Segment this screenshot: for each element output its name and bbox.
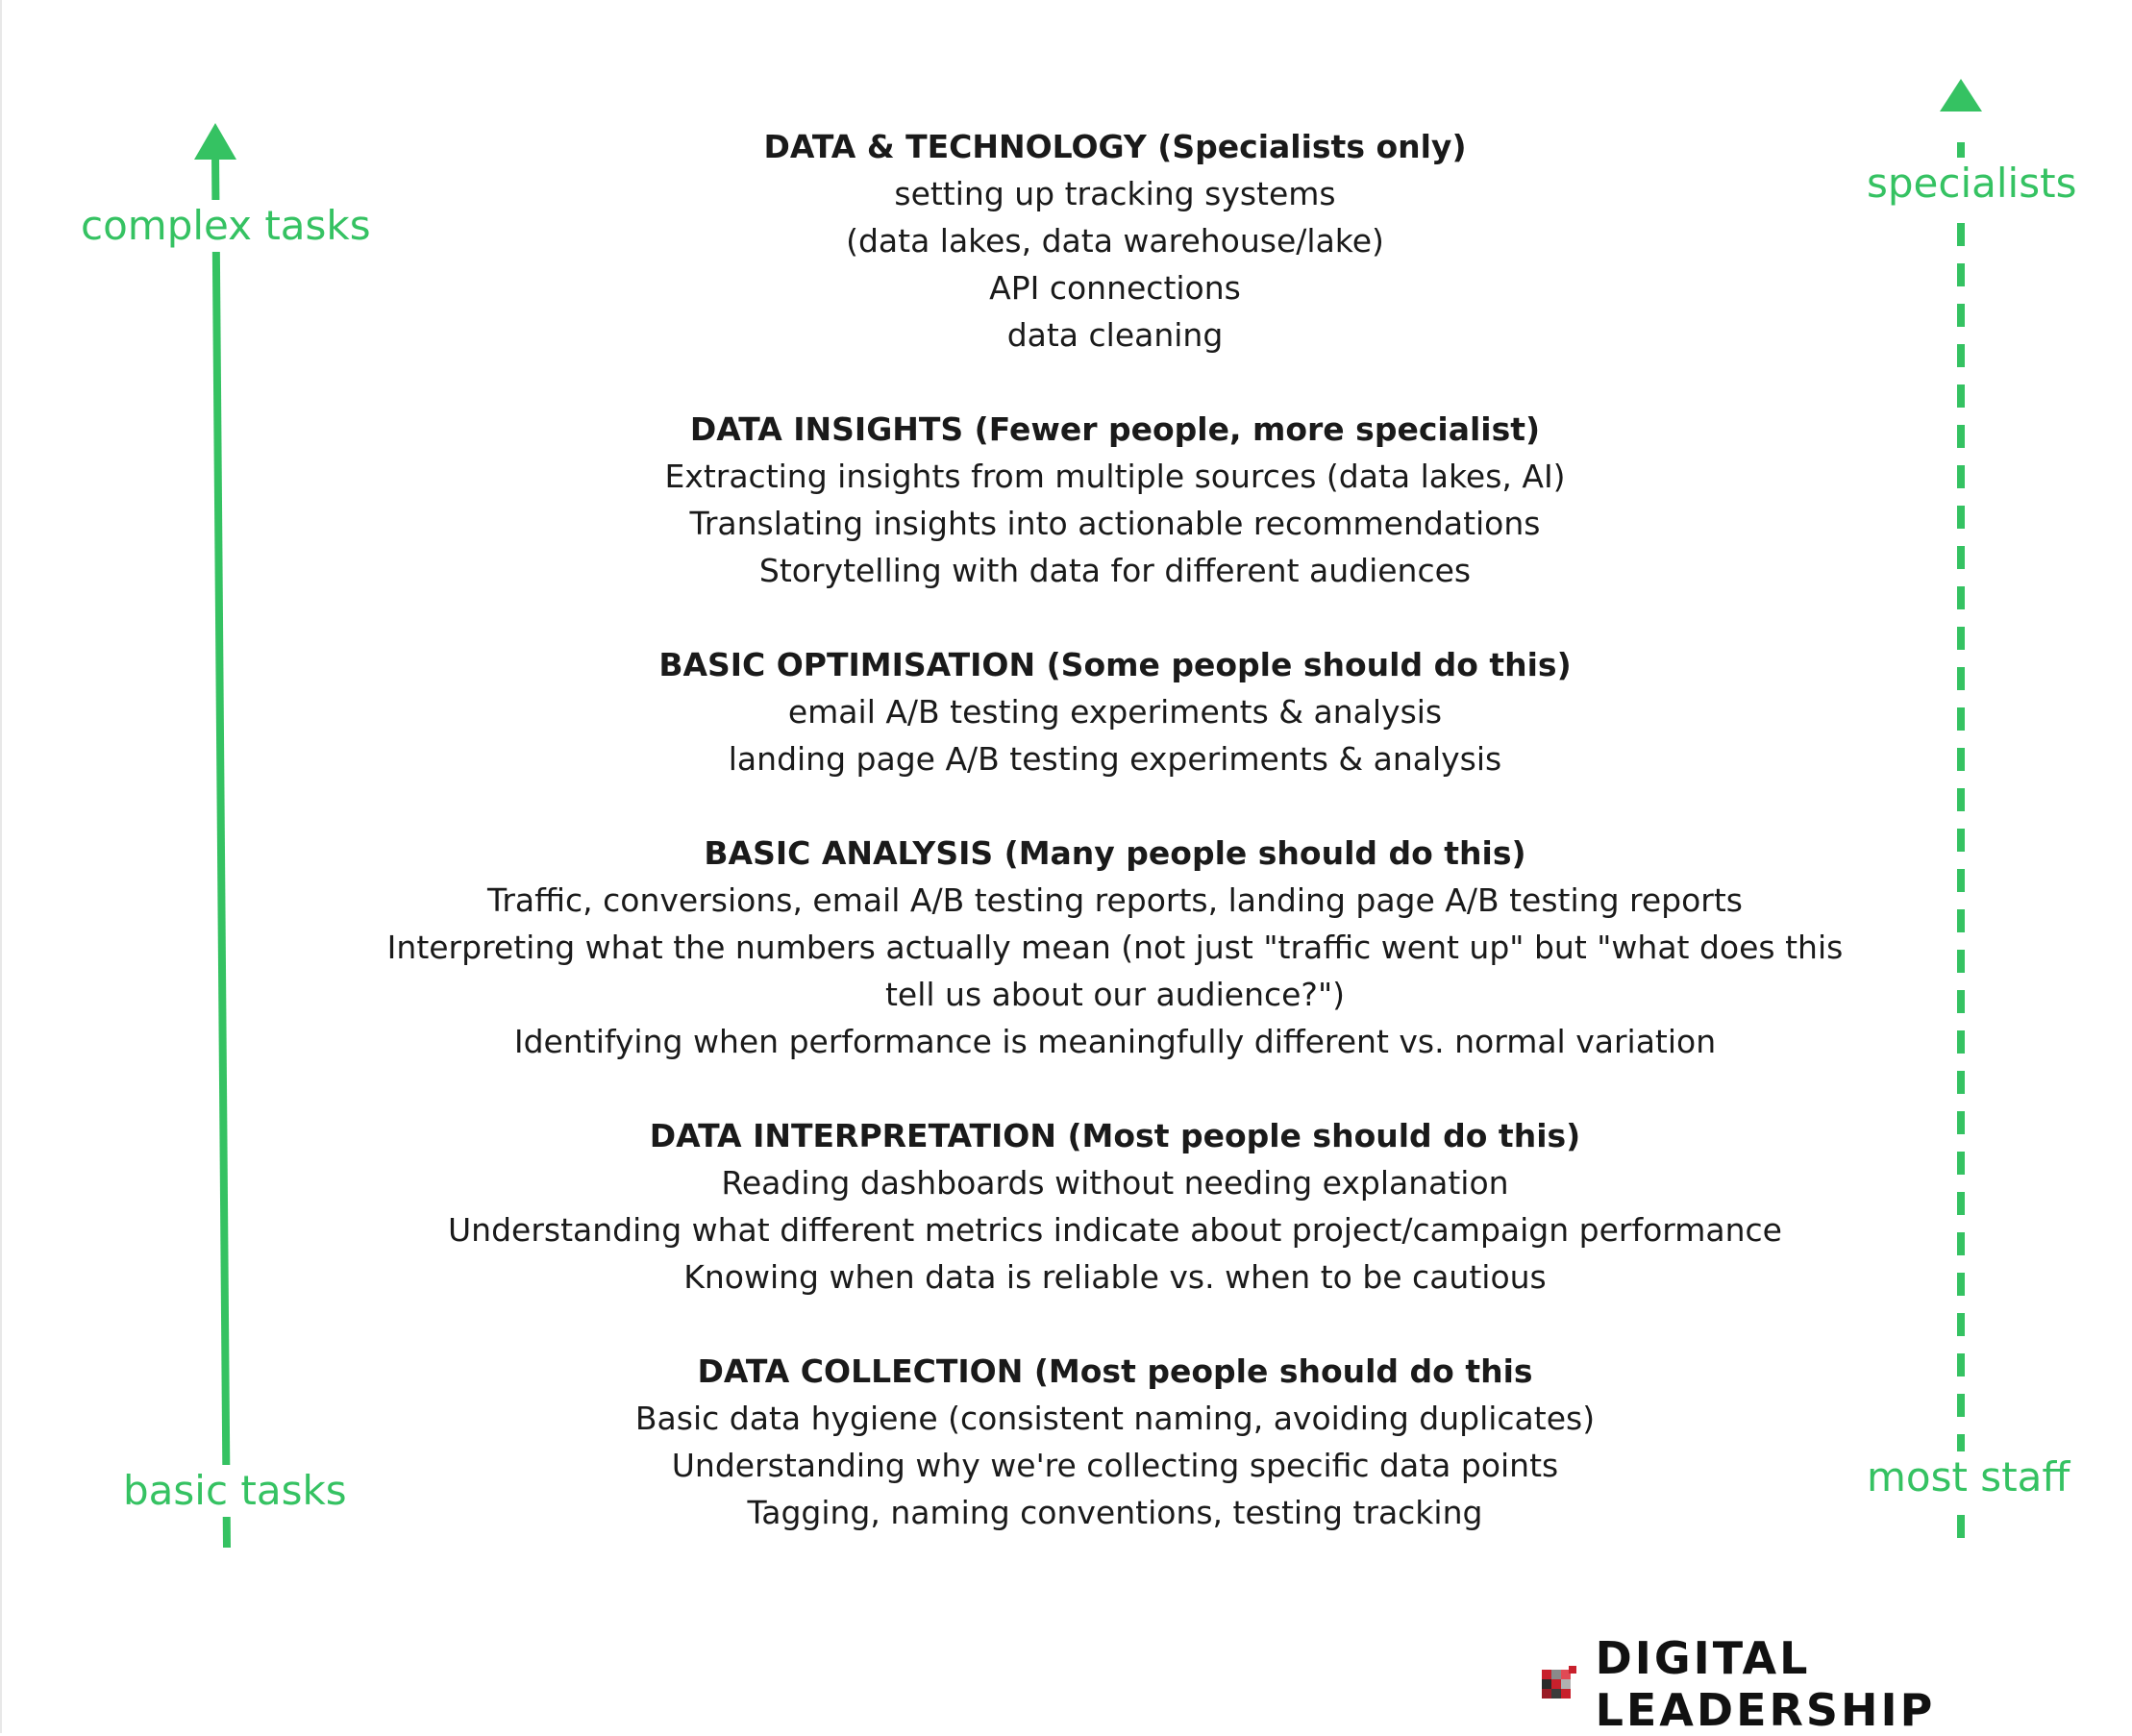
left-axis-arrowhead-icon xyxy=(194,123,236,160)
section-data-technology xyxy=(384,123,1846,359)
right-axis-bottom-label: most staff xyxy=(1863,1451,2073,1503)
section-data-collection xyxy=(384,1348,1846,1536)
section-data-interpretation xyxy=(384,1112,1846,1301)
section-line: Interpreting what the numbers actually mean (not just "traffic went up" but "what does this xyxy=(386,929,1844,966)
section-line: Understanding what different metrics indicate about project/campaign performance xyxy=(448,1211,1782,1249)
section-line: Reading dashboards without needing explanation xyxy=(721,1164,1509,1202)
section-line: email A/B testing experiments & analysis xyxy=(787,693,1443,731)
section-title: BASIC OPTIMISATION (Some people should do this) xyxy=(658,646,1572,683)
right-axis-top-label: specialists xyxy=(1863,158,2080,210)
section-line: Traffic, conversions, email A/B testing reports, landing page A/B testing reports xyxy=(487,881,1743,919)
section-line: data cleaning xyxy=(1006,316,1224,354)
section-line: Understanding why we're collecting specific data points xyxy=(671,1447,1559,1484)
section-line: Tagging, naming conventions, testing tracking xyxy=(747,1494,1483,1531)
left-axis-line xyxy=(215,154,227,1548)
section-line: Storytelling with data for different audiences xyxy=(758,552,1472,589)
section-basic-analysis xyxy=(384,830,1846,1065)
section-data-insights xyxy=(384,406,1846,594)
section-title: DATA INSIGHTS (Fewer people, more specialist) xyxy=(689,410,1541,448)
section-basic-optimisation xyxy=(384,641,1846,782)
section-line: (data lakes, data warehouse/lake) xyxy=(846,222,1384,260)
section-line: API connections xyxy=(989,269,1241,307)
right-axis-arrowhead-icon xyxy=(1940,79,1982,112)
task-sections xyxy=(384,123,1846,1583)
brand-name: DIGITAL LEADERSHIP xyxy=(1595,1632,1936,1736)
section-title: BASIC ANALYSIS (Many people should do this) xyxy=(704,834,1526,872)
left-axis-bottom-label: basic tasks xyxy=(119,1465,351,1517)
section-line: Identifying when performance is meaningfully different vs. normal variation xyxy=(513,1023,1717,1060)
section-line: Knowing when data is reliable vs. when to be cautious xyxy=(683,1258,1547,1296)
brand-logo xyxy=(1542,1632,2132,1736)
section-line: tell us about our audience?") xyxy=(884,976,1346,1013)
section-title: DATA COLLECTION (Most people should do this xyxy=(697,1352,1533,1390)
section-line: landing page A/B testing experiments & analysis xyxy=(728,740,1502,778)
pixel-mosaic-logo-icon xyxy=(1542,1666,1576,1702)
left-axis-top-label: complex tasks xyxy=(77,200,375,252)
section-title: DATA INTERPRETATION (Most people should do this) xyxy=(649,1117,1581,1154)
section-line: Basic data hygiene (consistent naming, avoiding duplicates) xyxy=(634,1400,1596,1437)
section-line: Extracting insights from multiple sources (data lakes, AI) xyxy=(664,458,1566,495)
section-line: setting up tracking systems xyxy=(894,175,1336,212)
section-title: DATA & TECHNOLOGY (Specialists only) xyxy=(763,128,1467,165)
section-line: Translating insights into actionable recommendations xyxy=(689,505,1541,542)
